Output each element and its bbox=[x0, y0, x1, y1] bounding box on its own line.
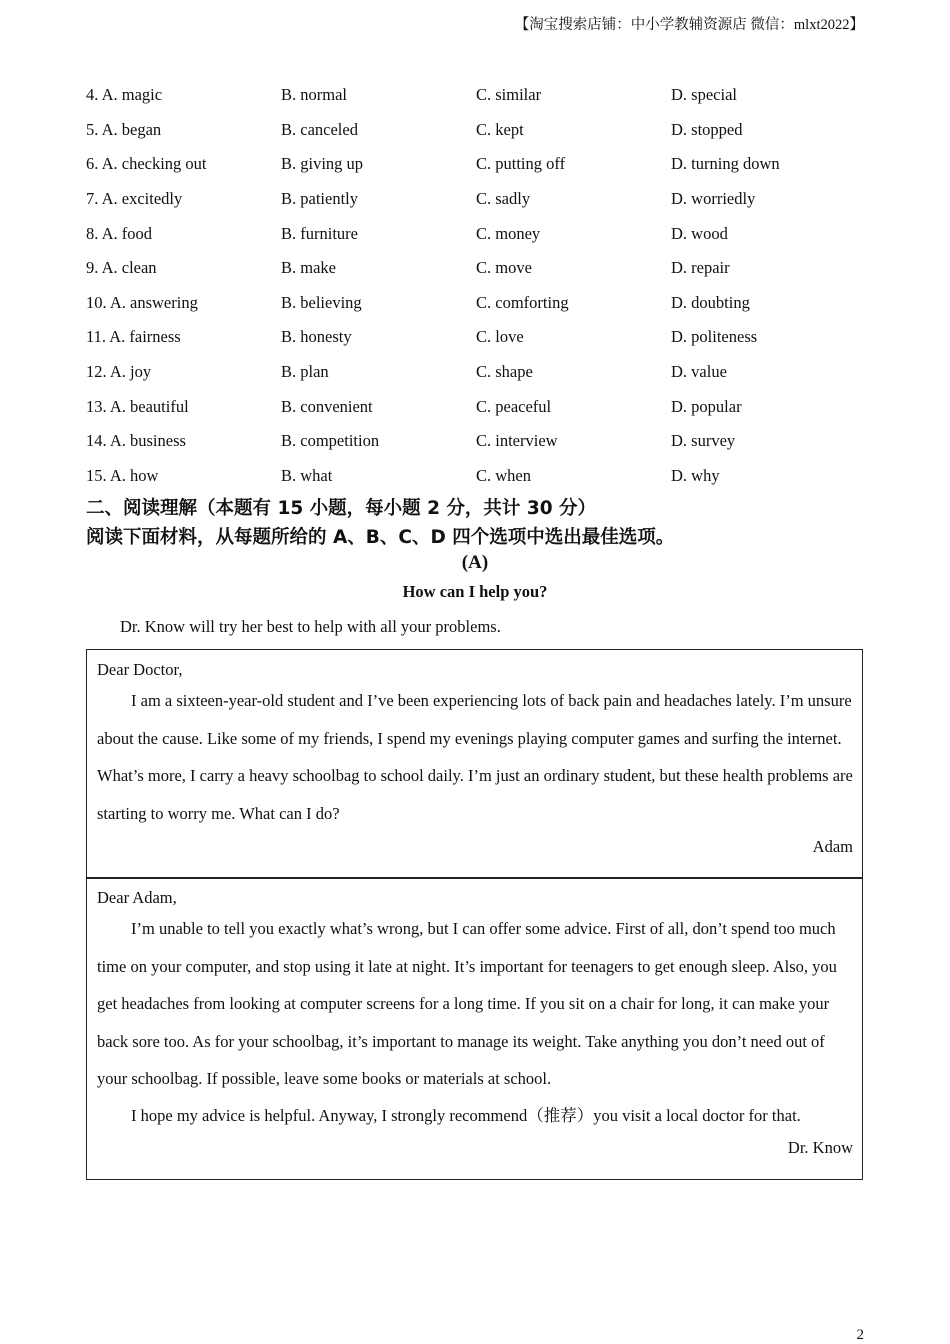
option-a: 8. A. food bbox=[86, 223, 152, 243]
question-row-5 bbox=[86, 113, 866, 148]
option-b: B. competition bbox=[281, 431, 380, 451]
question-row-10 bbox=[86, 286, 866, 321]
option-d: D. turning down bbox=[671, 154, 780, 174]
option-d: D. wood bbox=[671, 223, 728, 243]
option-c: C. move bbox=[476, 258, 532, 278]
option-a: 13. A. beautiful bbox=[86, 396, 189, 416]
question-row-13 bbox=[86, 389, 866, 424]
option-a: 9. A. clean bbox=[86, 258, 157, 278]
option-c: C. interview bbox=[476, 431, 558, 451]
option-d: D. special bbox=[671, 85, 737, 105]
option-a: 12. A. joy bbox=[86, 362, 152, 382]
option-b: B. canceled bbox=[281, 119, 358, 139]
option-b: B. what bbox=[281, 465, 333, 485]
question-row-11 bbox=[86, 320, 866, 355]
option-a: 11. A. fairness bbox=[86, 327, 181, 347]
option-a: 5. A. began bbox=[86, 119, 162, 139]
question-row-4 bbox=[86, 78, 866, 113]
option-a: 15. A. how bbox=[86, 465, 159, 485]
option-c: C. money bbox=[476, 223, 541, 243]
letter-signature: Dr. Know bbox=[787, 1137, 853, 1157]
option-b: B. patiently bbox=[281, 189, 358, 209]
option-d: D. stopped bbox=[671, 119, 743, 139]
option-c: C. comforting bbox=[476, 292, 569, 312]
option-b: B. plan bbox=[281, 362, 329, 382]
passage-title: How can I help you? bbox=[402, 582, 548, 601]
option-b: B. honesty bbox=[281, 327, 352, 347]
option-d: D. value bbox=[671, 362, 727, 382]
option-c: C. peaceful bbox=[476, 396, 552, 416]
page-number: 2 bbox=[856, 1327, 864, 1343]
section-title: 二、阅读理解（本题有 15 小题，每小题 2 分，共计 30 分） bbox=[86, 498, 597, 519]
question-row-8 bbox=[86, 216, 866, 251]
option-d: D. survey bbox=[671, 431, 736, 451]
letter-from-adam bbox=[86, 649, 863, 879]
option-c: C. kept bbox=[476, 119, 524, 139]
option-c: C. love bbox=[476, 327, 524, 347]
option-c: C. sadly bbox=[476, 189, 531, 209]
question-row-9 bbox=[86, 251, 866, 286]
option-a: 4. A. magic bbox=[86, 85, 163, 105]
option-b: B. make bbox=[281, 258, 336, 278]
option-b: B. convenient bbox=[281, 396, 373, 416]
option-c: C. putting off bbox=[476, 154, 566, 174]
option-d: D. why bbox=[671, 465, 720, 485]
option-b: B. normal bbox=[281, 85, 347, 105]
letter-closing: I hope my advice is helpful. Anyway, I strongly recommend（推荐）you visit a local doctor for that. bbox=[131, 1105, 801, 1125]
question-row-6 bbox=[86, 147, 866, 182]
section-instruction: 阅读下面材料，从每题所给的 A、B、C、D 四个选项中选出最佳选项。 bbox=[86, 527, 675, 548]
options-table bbox=[86, 78, 866, 493]
option-d: D. politeness bbox=[671, 327, 758, 347]
letter-greeting: Dear Doctor, bbox=[97, 660, 183, 679]
passage-label: (A) bbox=[461, 552, 489, 573]
passage-intro: Dr. Know will try her best to help with all your problems. bbox=[120, 617, 501, 636]
letter-body: I am a sixteen-year-old student and I’ve been experiencing lots of back pain and headaches lately. I’m unsure about the cause. Like some of my friends, I spend my evenings playing computer games and surfing the internet. What’s more, I carry a heavy schoolbag to school daily. I’m just an ordinary student, but these health problems are starting to worry me. What can I do? bbox=[97, 691, 853, 823]
letter-greeting: Dear Adam, bbox=[97, 888, 177, 907]
header-note: 【淘宝搜索店铺：中小学教辅资源店 微信：mlxt2022】 bbox=[514, 17, 864, 33]
option-c: C. when bbox=[476, 465, 531, 485]
option-a: 7. A. excitedly bbox=[86, 189, 183, 209]
option-b: B. believing bbox=[281, 292, 362, 312]
letter-from-dr-know bbox=[86, 877, 863, 1180]
option-a: 6. A. checking out bbox=[86, 154, 207, 174]
letter-signature: Adam bbox=[812, 837, 853, 856]
option-a: 14. A. business bbox=[86, 431, 186, 451]
letter-body: I’m unable to tell you exactly what’s wrong, but I can offer some advice. First of all, don’t spend too much time on your computer, and stop using it late at night. It’s important for teenagers to get enough sleep. Also, you get headaches from looking at computer screens for a long time. If you sit on a chair for long, it can make your back sore too. As for your schoolbag, it’s important to manage its weight. Take anything you don’t need out of your schoolbag. If possible, leave some books or materials at school. bbox=[97, 919, 837, 1088]
option-d: D. popular bbox=[671, 396, 742, 416]
option-a: 10. A. answering bbox=[86, 292, 198, 312]
option-c: C. similar bbox=[476, 85, 542, 105]
option-b: B. furniture bbox=[281, 223, 358, 243]
option-d: D. doubting bbox=[671, 292, 750, 312]
option-b: B. giving up bbox=[281, 154, 364, 174]
question-row-12 bbox=[86, 355, 866, 390]
option-d: D. repair bbox=[671, 258, 730, 278]
question-row-15 bbox=[86, 459, 866, 494]
option-c: C. shape bbox=[476, 362, 533, 382]
question-row-14 bbox=[86, 424, 866, 459]
option-d: D. worriedly bbox=[671, 189, 756, 209]
question-row-7 bbox=[86, 182, 866, 217]
